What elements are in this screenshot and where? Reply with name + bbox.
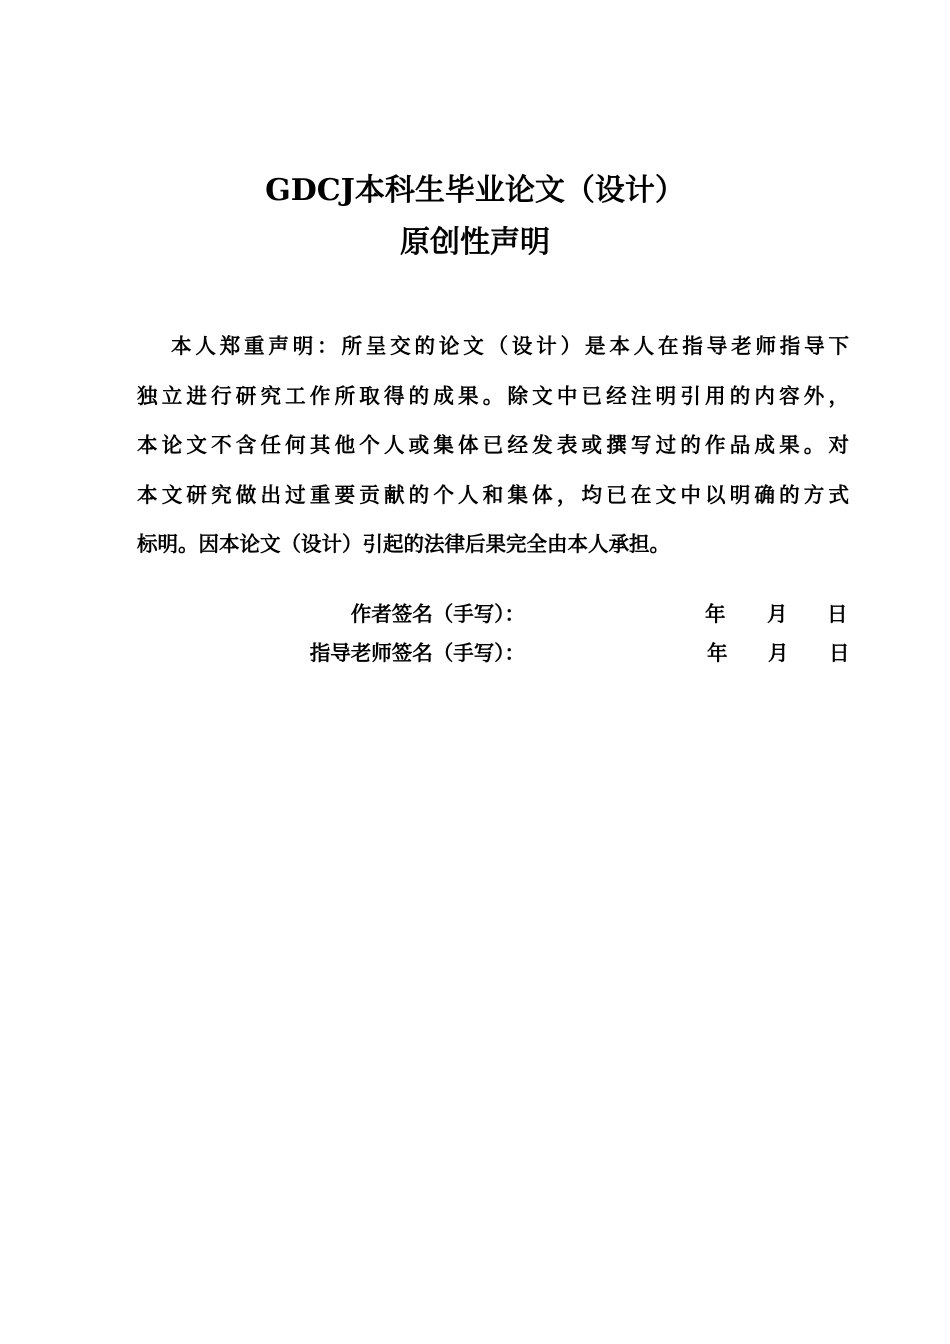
document-subtitle: 原创性声明 <box>400 225 550 260</box>
advisor-signature-row <box>0 637 950 669</box>
declaration-line: 本论文不含任何其他个人或集体已经发表或撰写过的作品成果。对 <box>137 433 849 457</box>
advisor-date-month: 月 <box>768 641 789 665</box>
author-signature-label: 作者签名（手写）： <box>350 602 525 626</box>
declaration-line: 本人郑重声明：所呈交的论文（设计）是本人在指导老师指导下 <box>171 334 849 358</box>
author-signature-row <box>0 598 950 630</box>
author-date-year: 年 <box>705 602 726 626</box>
author-date-day: 日 <box>827 602 848 626</box>
advisor-date-year: 年 <box>707 641 728 665</box>
declaration-paragraph <box>137 322 849 570</box>
advisor-date-day: 日 <box>829 641 850 665</box>
document-title: GDCJ本科生毕业论文（设计） <box>265 173 685 208</box>
declaration-line: 本文研究做出过重要贡献的个人和集体，均已在文中以明确的方式 <box>137 482 849 507</box>
declaration-line: 独立进行研究工作所取得的成果。除文中已经注明引用的内容外， <box>137 383 849 408</box>
declaration-line: 标明。因本论文（设计）引起的法律后果完全由本人承担。 <box>137 532 670 556</box>
advisor-signature-label: 指导老师签名（手写）： <box>309 641 525 665</box>
author-date-month: 月 <box>767 602 788 626</box>
